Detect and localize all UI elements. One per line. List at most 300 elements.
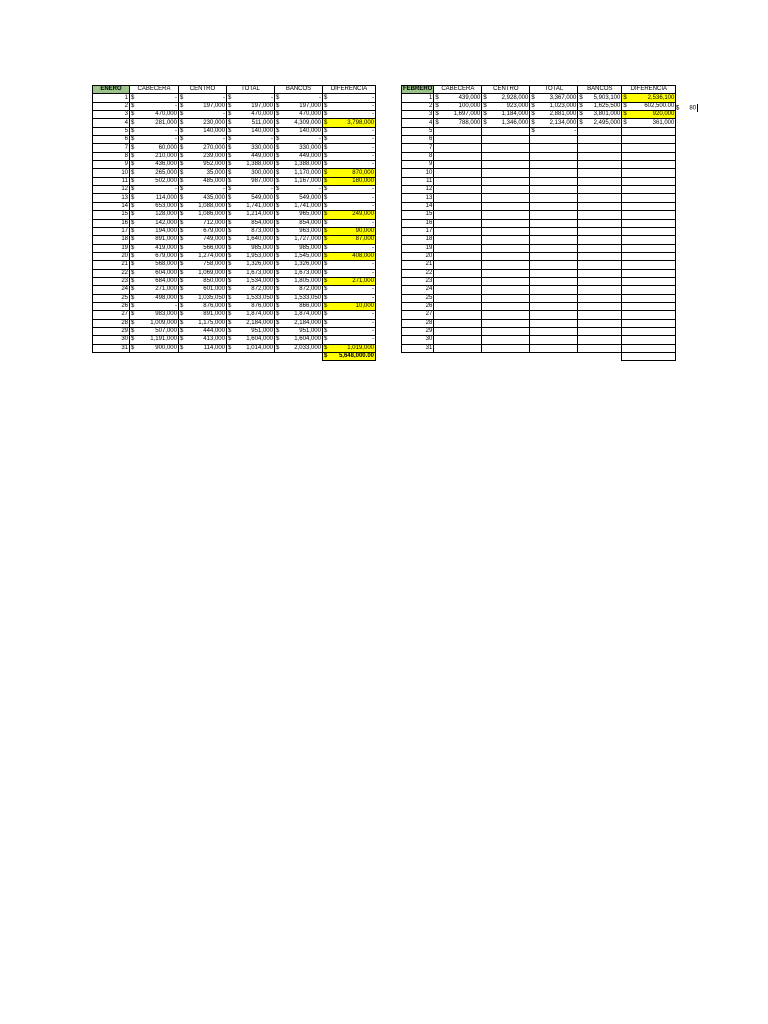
currency-sign: $ bbox=[324, 311, 328, 318]
currency-sign: $ bbox=[276, 344, 280, 351]
currency-wrap bbox=[276, 253, 321, 260]
cell-dif bbox=[622, 286, 676, 294]
currency-wrap bbox=[180, 253, 225, 260]
cell-cab bbox=[130, 252, 179, 260]
currency-sign: $ bbox=[324, 344, 328, 351]
cell-value: 549,000 bbox=[251, 194, 273, 201]
cell-value: - bbox=[175, 303, 177, 310]
currency-sign: $ bbox=[228, 336, 232, 343]
currency-sign: $ bbox=[324, 127, 328, 134]
cell-value: 361,000 bbox=[652, 119, 675, 126]
cell-cab bbox=[434, 311, 482, 319]
currency-sign: $ bbox=[131, 311, 135, 318]
currency-wrap bbox=[324, 161, 374, 168]
day-number: 25 bbox=[402, 294, 434, 302]
cell-value: - bbox=[372, 202, 374, 209]
cell-value: 1,673,000 bbox=[246, 269, 273, 276]
cell-value: 679,000 bbox=[155, 253, 177, 260]
currency-wrap bbox=[131, 145, 177, 152]
cell-dif bbox=[323, 211, 376, 219]
currency-wrap bbox=[131, 195, 177, 202]
cell-dif bbox=[323, 344, 376, 352]
currency-wrap bbox=[276, 270, 321, 277]
cell-value: 271,000 bbox=[155, 286, 177, 293]
cell-value: 983,000 bbox=[155, 311, 177, 318]
currency-wrap bbox=[228, 153, 273, 160]
cell-value: 854,000 bbox=[251, 219, 273, 226]
day-number: 14 bbox=[93, 202, 130, 210]
cell-tot bbox=[530, 261, 578, 269]
cell-cen bbox=[482, 327, 530, 335]
cell-value: 920,000 bbox=[652, 111, 675, 118]
cell-value: 265,000 bbox=[155, 169, 177, 176]
cell-cab bbox=[130, 302, 179, 310]
day-number: 10 bbox=[402, 169, 434, 177]
currency-wrap bbox=[180, 261, 225, 268]
cell-cab bbox=[434, 202, 482, 210]
cell-cab bbox=[130, 277, 179, 285]
currency-wrap bbox=[228, 236, 273, 243]
cell-value: 604,000 bbox=[155, 269, 177, 276]
table-row bbox=[93, 94, 376, 102]
currency-sign: $ bbox=[324, 269, 328, 276]
cell-value: 470,000 bbox=[251, 111, 273, 118]
currency-sign: $ bbox=[623, 102, 627, 109]
cell-cab bbox=[434, 102, 482, 110]
cell-dif bbox=[323, 319, 376, 327]
cell-ban bbox=[275, 294, 323, 302]
currency-sign: $ bbox=[276, 311, 280, 318]
currency-wrap bbox=[131, 236, 177, 243]
table-row bbox=[402, 311, 676, 319]
cell-cab bbox=[434, 186, 482, 194]
cell-value: 210,000 bbox=[155, 152, 177, 159]
cell-value: 873,000 bbox=[251, 228, 273, 235]
currency-wrap bbox=[131, 286, 177, 293]
cell-dif bbox=[323, 227, 376, 235]
currency-wrap bbox=[131, 178, 177, 185]
currency-wrap bbox=[180, 145, 225, 152]
currency-wrap bbox=[276, 103, 321, 110]
currency-wrap bbox=[131, 128, 177, 135]
cell-value: 549,000 bbox=[299, 194, 321, 201]
cell-ban bbox=[578, 252, 622, 260]
currency-sign: $ bbox=[180, 294, 184, 301]
cell-dif bbox=[323, 161, 376, 169]
day-number: 1 bbox=[402, 94, 434, 102]
cell-cab bbox=[130, 219, 179, 227]
day-number: 11 bbox=[402, 177, 434, 185]
cell-ban bbox=[275, 236, 323, 244]
day-number: 4 bbox=[93, 119, 130, 127]
currency-sign: $ bbox=[180, 111, 184, 118]
day-number: 30 bbox=[402, 336, 434, 344]
blank-cell bbox=[530, 353, 578, 361]
cell-cen bbox=[482, 219, 530, 227]
cell-cab bbox=[130, 94, 179, 102]
cell-value: 507,000 bbox=[155, 328, 177, 335]
cell-value: 1,545,000 bbox=[294, 253, 321, 260]
total-value: 5,648,000.00 bbox=[338, 353, 374, 360]
cell-dif bbox=[622, 152, 676, 160]
currency-wrap bbox=[324, 170, 374, 177]
cell-ban bbox=[275, 344, 323, 352]
stray-value: 80 bbox=[689, 105, 697, 112]
cell-cen bbox=[179, 261, 227, 269]
currency-wrap bbox=[276, 195, 321, 202]
currency-sign: $ bbox=[131, 294, 135, 301]
cell-dif bbox=[323, 244, 376, 252]
cell-ban bbox=[275, 94, 323, 102]
cell-dif bbox=[323, 269, 376, 277]
cell-tot bbox=[227, 311, 275, 319]
table-row bbox=[93, 227, 376, 235]
cell-ban bbox=[275, 111, 323, 119]
month-label: FEBRERO bbox=[403, 86, 433, 93]
cell-value: 485,000 bbox=[203, 177, 225, 184]
currency-wrap bbox=[324, 236, 374, 243]
cell-cen bbox=[482, 227, 530, 235]
cell-cab bbox=[130, 294, 179, 302]
cell-cab bbox=[434, 294, 482, 302]
currency-wrap bbox=[228, 120, 273, 127]
currency-wrap bbox=[276, 328, 321, 335]
day-number: 22 bbox=[93, 269, 130, 277]
cell-value: 413,000 bbox=[203, 336, 225, 343]
currency-sign: $ bbox=[276, 319, 280, 326]
cell-value: 470,000 bbox=[299, 111, 321, 118]
table-row bbox=[402, 269, 676, 277]
cell-cab bbox=[130, 202, 179, 210]
currency-sign: $ bbox=[131, 152, 135, 159]
cell-dif bbox=[622, 319, 676, 327]
cell-dif bbox=[323, 294, 376, 302]
cell-value: 1,274,000 bbox=[198, 253, 225, 260]
cell-value: 1,533,050 bbox=[294, 294, 321, 301]
cell-tot bbox=[530, 136, 578, 144]
cell-cab bbox=[130, 169, 179, 177]
currency-sign: $ bbox=[180, 152, 184, 159]
currency-sign: $ bbox=[276, 144, 280, 151]
cell-dif bbox=[622, 186, 676, 194]
currency-wrap bbox=[228, 295, 273, 302]
currency-sign: $ bbox=[276, 202, 280, 209]
cell-cen bbox=[179, 277, 227, 285]
cell-value: - bbox=[372, 219, 374, 226]
day-number: 19 bbox=[93, 244, 130, 252]
day-number: 2 bbox=[93, 102, 130, 110]
cell-cen bbox=[482, 161, 530, 169]
cell-cab bbox=[130, 336, 179, 344]
cell-cab bbox=[130, 127, 179, 135]
cell-value: 239,000 bbox=[203, 152, 225, 159]
table-row bbox=[93, 186, 376, 194]
currency-wrap bbox=[131, 270, 177, 277]
currency-wrap bbox=[623, 95, 674, 102]
currency-wrap bbox=[531, 120, 576, 127]
currency-sign: $ bbox=[228, 177, 232, 184]
currency-wrap bbox=[324, 286, 374, 293]
cell-cab bbox=[434, 327, 482, 335]
cell-tot bbox=[530, 177, 578, 185]
currency-wrap bbox=[228, 328, 273, 335]
table-row bbox=[93, 244, 376, 252]
currency-wrap bbox=[180, 311, 225, 318]
currency-wrap bbox=[131, 311, 177, 318]
cell-cen bbox=[482, 277, 530, 285]
cell-value: 758,000 bbox=[203, 261, 225, 268]
currency-wrap bbox=[180, 128, 225, 135]
day-number: 6 bbox=[93, 136, 130, 144]
cell-value: 2,033,000 bbox=[294, 344, 321, 351]
day-number: 5 bbox=[402, 127, 434, 135]
table-row bbox=[93, 161, 376, 169]
cell-value: 872,000 bbox=[299, 286, 321, 293]
stray-cell bbox=[676, 104, 698, 113]
cell-dif bbox=[622, 177, 676, 185]
currency-wrap bbox=[324, 228, 374, 235]
cell-dif bbox=[323, 102, 376, 110]
cell-ban bbox=[578, 311, 622, 319]
cell-cen bbox=[179, 286, 227, 294]
day-number: 18 bbox=[93, 236, 130, 244]
day-number: 4 bbox=[402, 119, 434, 127]
currency-sign: $ bbox=[276, 169, 280, 176]
currency-sign: $ bbox=[131, 186, 135, 193]
cell-dif bbox=[622, 261, 676, 269]
currency-sign: $ bbox=[131, 119, 135, 126]
cell-value: 602,500.00 bbox=[644, 102, 675, 109]
table-row bbox=[402, 111, 676, 119]
currency-wrap bbox=[228, 178, 273, 185]
cell-cab bbox=[434, 211, 482, 219]
table-row bbox=[93, 344, 376, 352]
currency-sign: $ bbox=[623, 94, 627, 101]
currency-sign: $ bbox=[483, 119, 487, 126]
currency-wrap bbox=[276, 311, 321, 318]
cell-dif bbox=[622, 211, 676, 219]
day-number: 29 bbox=[93, 327, 130, 335]
cell-value: 951,000 bbox=[251, 328, 273, 335]
currency-sign: $ bbox=[228, 286, 232, 293]
day-number: 26 bbox=[402, 302, 434, 310]
day-number: 17 bbox=[402, 227, 434, 235]
currency-sign: $ bbox=[324, 253, 328, 260]
cell-ban bbox=[578, 227, 622, 235]
cell-cen bbox=[482, 336, 530, 344]
cell-tot bbox=[227, 236, 275, 244]
cell-cab bbox=[130, 244, 179, 252]
cell-cab bbox=[434, 319, 482, 327]
day-number: 28 bbox=[402, 319, 434, 327]
table-row bbox=[93, 277, 376, 285]
currency-sign: $ bbox=[276, 286, 280, 293]
cell-value: 511,000 bbox=[251, 119, 273, 126]
cell-value: 2,536,100 bbox=[647, 94, 675, 101]
cell-dif bbox=[622, 227, 676, 235]
cell-value: - bbox=[372, 311, 374, 318]
cell-value: - bbox=[372, 269, 374, 276]
cell-cen bbox=[179, 344, 227, 352]
cell-ban bbox=[275, 161, 323, 169]
cell-value: 1,023,000 bbox=[549, 102, 577, 109]
currency-wrap bbox=[324, 153, 374, 160]
currency-sign: $ bbox=[180, 311, 184, 318]
currency-wrap bbox=[623, 103, 674, 110]
currency-wrap bbox=[180, 195, 225, 202]
currency-sign: $ bbox=[228, 236, 232, 243]
table-row bbox=[402, 202, 676, 210]
currency-wrap bbox=[276, 170, 321, 177]
currency-sign: $ bbox=[228, 311, 232, 318]
day-number: 8 bbox=[402, 152, 434, 160]
text-cursor bbox=[697, 104, 698, 112]
cell-value: - bbox=[574, 127, 577, 134]
cell-value: 850,000 bbox=[203, 278, 225, 285]
cell-ban bbox=[578, 111, 622, 119]
cell-dif bbox=[622, 194, 676, 202]
cell-cen bbox=[482, 169, 530, 177]
cell-value: 3,801,000 bbox=[593, 111, 621, 118]
day-number: 18 bbox=[402, 236, 434, 244]
cell-dif bbox=[622, 277, 676, 285]
cell-value: 1,388,000 bbox=[294, 161, 321, 168]
currency-wrap bbox=[324, 136, 374, 143]
table-row bbox=[93, 219, 376, 227]
currency-wrap bbox=[180, 328, 225, 335]
cell-value: - bbox=[372, 111, 374, 118]
cell-ban bbox=[578, 186, 622, 194]
cell-tot bbox=[227, 294, 275, 302]
table-row bbox=[402, 319, 676, 327]
cell-value: 601,000 bbox=[203, 286, 225, 293]
currency-sign: $ bbox=[324, 261, 328, 268]
cell-value: - bbox=[223, 186, 225, 193]
table-row bbox=[402, 277, 676, 285]
cell-dif bbox=[323, 111, 376, 119]
currency-sign: $ bbox=[131, 127, 135, 134]
cell-dif bbox=[323, 144, 376, 152]
currency-sign: $ bbox=[131, 278, 135, 285]
currency-sign: $ bbox=[131, 269, 135, 276]
cell-cab bbox=[434, 286, 482, 294]
currency-wrap bbox=[228, 95, 273, 102]
cell-cen bbox=[482, 152, 530, 160]
cell-ban bbox=[578, 102, 622, 110]
cell-value: 90,000 bbox=[355, 228, 374, 235]
cell-value: 142,000 bbox=[155, 219, 177, 226]
cell-ban bbox=[578, 136, 622, 144]
currency-sign: $ bbox=[228, 186, 232, 193]
currency-wrap bbox=[228, 170, 273, 177]
cell-ban bbox=[275, 136, 323, 144]
cell-value: 985,000 bbox=[299, 244, 321, 251]
cell-value: 1,640,000 bbox=[246, 236, 273, 243]
table-row bbox=[402, 161, 676, 169]
cell-tot bbox=[530, 127, 578, 135]
cell-value: 330,000 bbox=[299, 144, 321, 151]
currency-sign: $ bbox=[180, 186, 184, 193]
cell-value: 1,388,000 bbox=[246, 161, 273, 168]
cell-value: 5,903,100 bbox=[593, 94, 621, 101]
cell-dif bbox=[622, 336, 676, 344]
currency-wrap bbox=[131, 261, 177, 268]
table-row bbox=[93, 102, 376, 110]
currency-sign: $ bbox=[324, 136, 328, 143]
cell-tot bbox=[530, 302, 578, 310]
day-number: 11 bbox=[93, 177, 130, 185]
currency-wrap bbox=[180, 186, 225, 193]
cell-value: - bbox=[372, 336, 374, 343]
cell-cen bbox=[482, 302, 530, 310]
currency-sign: $ bbox=[579, 94, 583, 101]
currency-wrap bbox=[180, 228, 225, 235]
currency-sign: $ bbox=[276, 177, 280, 184]
day-number: 27 bbox=[402, 311, 434, 319]
currency-sign: $ bbox=[324, 211, 328, 218]
cell-value: - bbox=[223, 136, 225, 143]
cell-cab bbox=[130, 161, 179, 169]
cell-cen bbox=[482, 311, 530, 319]
cell-cen bbox=[482, 211, 530, 219]
cell-cen bbox=[482, 177, 530, 185]
currency-sign: $ bbox=[228, 127, 232, 134]
cell-value: 1,953,000 bbox=[246, 253, 273, 260]
cell-value: 2,134,000 bbox=[549, 119, 577, 126]
cell-value: 1,604,000 bbox=[246, 336, 273, 343]
cell-cab bbox=[130, 311, 179, 319]
currency-wrap bbox=[276, 245, 321, 252]
currency-wrap bbox=[228, 245, 273, 252]
table-row bbox=[93, 302, 376, 310]
currency-sign: $ bbox=[276, 136, 280, 143]
currency-wrap bbox=[276, 161, 321, 168]
cell-dif bbox=[622, 302, 676, 310]
cell-cen bbox=[179, 327, 227, 335]
currency-sign: $ bbox=[180, 127, 184, 134]
cell-cen bbox=[179, 94, 227, 102]
currency-wrap bbox=[228, 261, 273, 268]
column-header: DIFERENCIA bbox=[323, 86, 376, 94]
currency-wrap bbox=[276, 278, 321, 285]
cell-tot bbox=[530, 94, 578, 102]
table-row bbox=[402, 119, 676, 127]
table-row bbox=[402, 144, 676, 152]
blank-cell bbox=[275, 353, 323, 361]
cell-value: 1,014,000 bbox=[246, 344, 273, 351]
cell-value: 1,069,000 bbox=[198, 269, 225, 276]
day-number: 3 bbox=[402, 111, 434, 119]
cell-ban bbox=[275, 169, 323, 177]
day-number: 13 bbox=[402, 194, 434, 202]
cell-value: 502,000 bbox=[155, 177, 177, 184]
cell-tot bbox=[530, 202, 578, 210]
currency-sign: $ bbox=[276, 152, 280, 159]
cell-cab bbox=[434, 302, 482, 310]
cell-cen bbox=[482, 269, 530, 277]
currency-sign: $ bbox=[180, 269, 184, 276]
currency-wrap bbox=[435, 95, 480, 102]
cell-dif bbox=[622, 102, 676, 110]
currency-wrap bbox=[180, 95, 225, 102]
cell-ban bbox=[275, 311, 323, 319]
cell-cen bbox=[179, 177, 227, 185]
table-row bbox=[402, 236, 676, 244]
cell-cen bbox=[482, 244, 530, 252]
currency-sign: $ bbox=[131, 144, 135, 151]
cell-value: 3,367,000 bbox=[549, 94, 577, 101]
cell-value: 1,326,000 bbox=[294, 261, 321, 268]
